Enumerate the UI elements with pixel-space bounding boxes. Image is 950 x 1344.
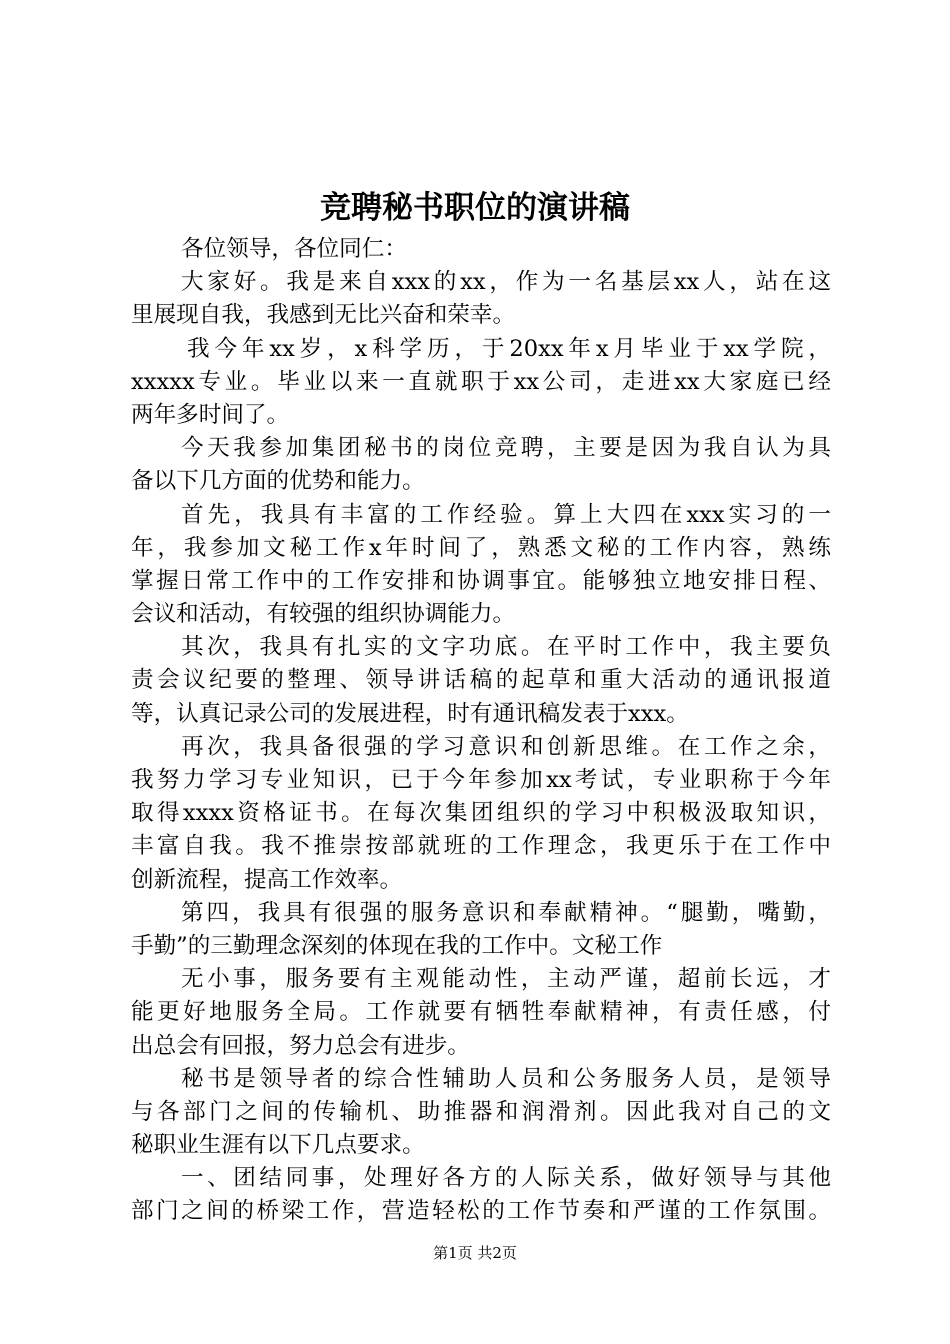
text-line: 今天我参加集团秘书的岗位竞聘，主要是因为我自认为具 bbox=[181, 435, 831, 462]
text-line: 再次，我具备很强的学习意识和创新思维。在工作之余， bbox=[181, 733, 831, 760]
text-line: 里展现自我，我感到无比兴奋和荣幸。 bbox=[131, 302, 516, 329]
document-title: 竞聘秘书职位的演讲稿 bbox=[320, 190, 630, 226]
text-line: 一、团结同事，处理好各方的人际关系，做好领导与其他 bbox=[181, 1165, 831, 1192]
text-line: 能更好地服务全局。工作就要有牺牲奉献精神，有责任感，付 bbox=[131, 999, 831, 1026]
text-line: 部门之间的桥梁工作，营造轻松的工作节奏和严谨的工作氛围。 bbox=[131, 1198, 831, 1225]
text-line: 取得xxxx资格证书。在每次集团组织的学习中积极汲取知识， bbox=[131, 800, 831, 827]
text-line: 创新流程，提高工作效率。 bbox=[131, 866, 403, 893]
text-line: 责会议纪要的整理、领导讲话稿的起草和重大活动的通讯报道 bbox=[131, 667, 831, 694]
text-line: 各位领导，各位同仁： bbox=[181, 236, 407, 262]
text-line: 我努力学习专业知识，已于今年参加xx考试，专业职称于今年 bbox=[131, 767, 831, 793]
text-line: 年，我参加文秘工作x年时间了，熟悉文秘的工作内容，熟练 bbox=[131, 534, 831, 561]
text-line: 手勤”的三勤理念深刻的体现在我的工作中。文秘工作 bbox=[131, 932, 663, 959]
text-line: 大家好。我是来自xxx的xx，作为一名基层xx人，站在这 bbox=[181, 269, 831, 296]
text-line: 其次，我具有扎实的文字功底。在平时工作中，我主要负 bbox=[181, 634, 831, 661]
text-line: 丰富自我。我不推崇按部就班的工作理念，我更乐于在工作中 bbox=[131, 833, 831, 860]
page-footer: 第1页 共2页 bbox=[433, 1244, 517, 1262]
text-line: xxxxx专业。毕业以来一直就职于xx公司，走进xx大家庭已经 bbox=[131, 368, 831, 395]
text-line: 第四，我具有很强的服务意识和奉献精神。“腿勤，嘴勤， bbox=[181, 899, 831, 926]
text-line: 秘书是领导者的综合性辅助人员和公务服务人员，是领导 bbox=[181, 1065, 831, 1092]
text-line: 掌握日常工作中的工作安排和协调事宜。能够独立地安排日程、 bbox=[131, 567, 831, 594]
document-body bbox=[131, 233, 831, 1229]
text-line: 我今年xx岁，x科学历，于20xx年x月毕业于xx学院， bbox=[187, 335, 831, 362]
text-line: 备以下几方面的优势和能力。 bbox=[131, 468, 425, 495]
text-line: 会议和活动，有较强的组织协调能力。 bbox=[131, 601, 516, 628]
text-line: 与各部门之间的传输机、助推器和润滑剂。因此我对自己的文 bbox=[131, 1098, 831, 1125]
text-line: 出总会有回报，努力总会有进步。 bbox=[131, 1032, 470, 1059]
text-line: 等，认真记录公司的发展进程，时有通讯稿发表于xxx。 bbox=[131, 700, 689, 727]
text-line: 无小事，服务要有主观能动性，主动严谨，超前长远，才 bbox=[181, 966, 831, 993]
text-line: 两年多时间了。 bbox=[131, 401, 290, 428]
text-line: 首先，我具有丰富的工作经验。算上大四在xxx实习的一 bbox=[181, 501, 831, 528]
text-line: 秘职业生涯有以下几点要求。 bbox=[131, 1132, 425, 1159]
